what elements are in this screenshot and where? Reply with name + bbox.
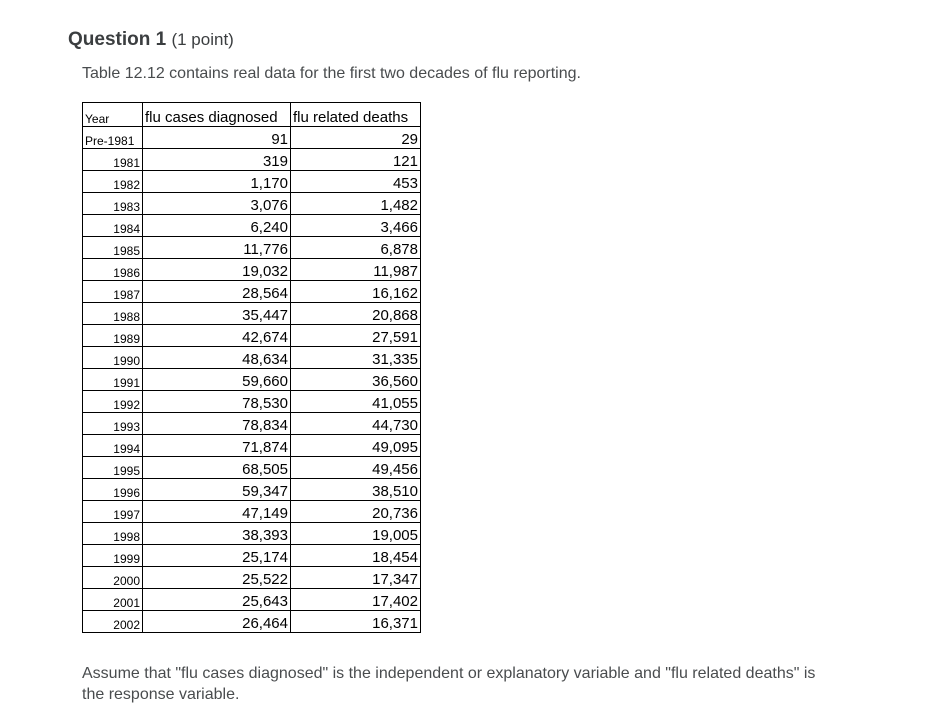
- cell-deaths: 20,736: [291, 501, 421, 523]
- table-row: [83, 545, 421, 567]
- header-cases: flu cases diagnosed: [143, 103, 291, 127]
- cell-cases: 59,347: [143, 479, 291, 501]
- table-row: [83, 149, 421, 171]
- cell-year: 1987: [83, 281, 143, 303]
- cell-cases: 38,393: [143, 523, 291, 545]
- cell-cases: 68,505: [143, 457, 291, 479]
- cell-year: 2000: [83, 567, 143, 589]
- cell-deaths: 11,987: [291, 259, 421, 281]
- cell-year: 1991: [83, 369, 143, 391]
- cell-year: 2002: [83, 611, 143, 633]
- table-row: [83, 611, 421, 633]
- cell-cases: 319: [143, 149, 291, 171]
- cell-deaths: 29: [291, 127, 421, 149]
- table-row: [83, 369, 421, 391]
- flu-data-table: [82, 102, 421, 633]
- cell-cases: 91: [143, 127, 291, 149]
- cell-deaths: 38,510: [291, 479, 421, 501]
- table-header-row: [83, 103, 421, 127]
- cell-cases: 59,660: [143, 369, 291, 391]
- cell-deaths: 49,095: [291, 435, 421, 457]
- cell-year: 1997: [83, 501, 143, 523]
- question-intro-text: Table 12.12 contains real data for the first two decades of flu reporting.: [82, 65, 581, 82]
- question-title: [68, 28, 234, 52]
- cell-year: 1999: [83, 545, 143, 567]
- table-row: [83, 237, 421, 259]
- table-row: [83, 127, 421, 149]
- table-row: [83, 435, 421, 457]
- cell-year: 1984: [83, 215, 143, 237]
- cell-year: 1995: [83, 457, 143, 479]
- cell-year: Pre-1981: [83, 127, 143, 149]
- cell-deaths: 49,456: [291, 457, 421, 479]
- cell-deaths: 1,482: [291, 193, 421, 215]
- table-row: [83, 501, 421, 523]
- cell-cases: 25,643: [143, 589, 291, 611]
- cell-deaths: 18,454: [291, 545, 421, 567]
- table-body: [83, 127, 421, 633]
- cell-cases: 1,170: [143, 171, 291, 193]
- cell-year: 1992: [83, 391, 143, 413]
- table-row: [83, 215, 421, 237]
- cell-cases: 11,776: [143, 237, 291, 259]
- cell-deaths: 16,162: [291, 281, 421, 303]
- cell-year: 1986: [83, 259, 143, 281]
- cell-year: 1981: [83, 149, 143, 171]
- cell-cases: 3,076: [143, 193, 291, 215]
- table-row: [83, 479, 421, 501]
- table-row: [83, 391, 421, 413]
- cell-year: 1985: [83, 237, 143, 259]
- question-label: Question 1: [68, 29, 167, 50]
- table-row: [83, 347, 421, 369]
- cell-year: 1993: [83, 413, 143, 435]
- cell-year: 1989: [83, 325, 143, 347]
- table-row: [83, 303, 421, 325]
- cell-cases: 6,240: [143, 215, 291, 237]
- cell-year: 1990: [83, 347, 143, 369]
- cell-deaths: 20,868: [291, 303, 421, 325]
- cell-year: 1983: [83, 193, 143, 215]
- table-row: [83, 259, 421, 281]
- cell-cases: 25,522: [143, 567, 291, 589]
- cell-year: 1982: [83, 171, 143, 193]
- table-row: [83, 325, 421, 347]
- table-row: [83, 567, 421, 589]
- cell-deaths: 17,347: [291, 567, 421, 589]
- cell-cases: 78,834: [143, 413, 291, 435]
- cell-deaths: 27,591: [291, 325, 421, 347]
- table-row: [83, 281, 421, 303]
- cell-cases: 42,674: [143, 325, 291, 347]
- cell-cases: 26,464: [143, 611, 291, 633]
- cell-deaths: 17,402: [291, 589, 421, 611]
- header-year: Year: [83, 103, 143, 127]
- cell-deaths: 44,730: [291, 413, 421, 435]
- cell-deaths: 121: [291, 149, 421, 171]
- table-row: [83, 413, 421, 435]
- cell-deaths: 3,466: [291, 215, 421, 237]
- cell-deaths: 41,055: [291, 391, 421, 413]
- table-row: [83, 523, 421, 545]
- header-deaths: flu related deaths: [291, 103, 421, 127]
- cell-deaths: 19,005: [291, 523, 421, 545]
- cell-year: 1994: [83, 435, 143, 457]
- table-row: [83, 193, 421, 215]
- cell-cases: 19,032: [143, 259, 291, 281]
- cell-cases: 47,149: [143, 501, 291, 523]
- cell-year: 2001: [83, 589, 143, 611]
- cell-cases: 25,174: [143, 545, 291, 567]
- cell-year: 1988: [83, 303, 143, 325]
- cell-deaths: 31,335: [291, 347, 421, 369]
- cell-deaths: 6,878: [291, 237, 421, 259]
- cell-cases: 71,874: [143, 435, 291, 457]
- cell-cases: 78,530: [143, 391, 291, 413]
- cell-cases: 28,564: [143, 281, 291, 303]
- question-points: (1 point): [171, 30, 234, 49]
- table-row: [83, 589, 421, 611]
- cell-year: 1996: [83, 479, 143, 501]
- table-row: [83, 457, 421, 479]
- cell-deaths: 16,371: [291, 611, 421, 633]
- cell-deaths: 453: [291, 171, 421, 193]
- question-outro-text: Assume that "flu cases diagnosed" is the independent or explanatory variable and "flu related deaths" is the response variable.: [82, 665, 816, 703]
- cell-deaths: 36,560: [291, 369, 421, 391]
- table-row: [83, 171, 421, 193]
- cell-cases: 48,634: [143, 347, 291, 369]
- cell-year: 1998: [83, 523, 143, 545]
- cell-cases: 35,447: [143, 303, 291, 325]
